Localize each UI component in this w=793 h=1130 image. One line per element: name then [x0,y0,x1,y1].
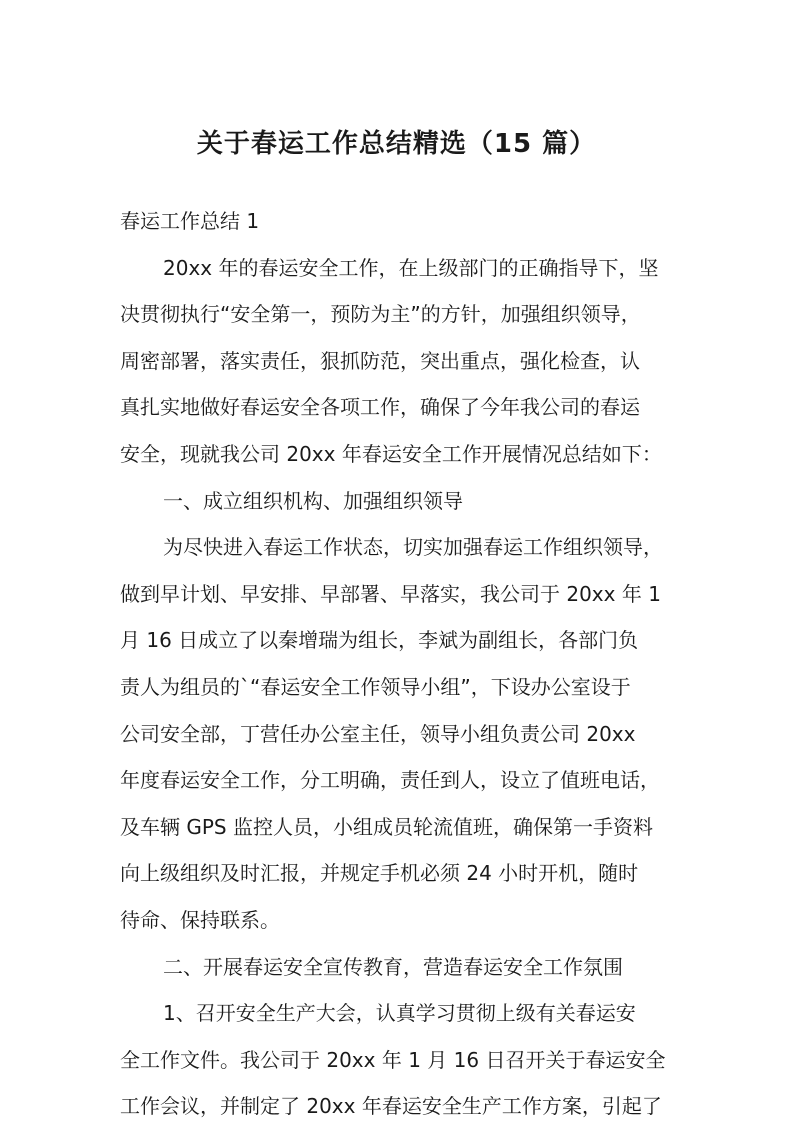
paragraph-line: 向上级组织及时汇报，并规定手机必须 24 小时开机，随时 [120,861,639,886]
paragraph-line: 年度春运安全工作，分工明确，责任到人，设立了值班电话， [120,768,660,793]
paragraph-line: 及车辆 GPS 监控人员，小组成员轮流值班，确保第一手资料 [120,814,653,839]
paragraph-line: 全工作文件。我公司于 20xx 年 1 月 16 日召开关于春运安全 [120,1047,666,1072]
paragraph-line: 决贯彻执行“安全第一，预防为主”的方针，加强组织领导， [120,302,641,327]
paragraph-line: 安全，现就我公司 20xx 年春运安全工作开展情况总结如下： [120,441,662,466]
paragraph-line: 做到早计划、早安排、早部署、早落实，我公司于 20xx 年 1 [120,581,661,606]
paragraph-line: 责人为组员的`“春运安全工作领导小组”，下设办公室设于 [120,674,631,699]
document-title: 关于春运工作总结精选（15 篇） [196,129,597,159]
document-body [120,198,680,1130]
paragraph-line: 公司安全部，丁营任办公室主任，领导小组负责公司 20xx [120,721,636,746]
paragraph-line: 月 16 日成立了以秦增瑞为组长，李斌为副组长，各部门负 [120,628,639,653]
subsection-heading: 二、开展春运安全宣传教育，营造春运安全工作氛围 [163,954,623,979]
paragraph-line: 工作会议，并制定了 20xx 年春运安全生产工作方案，引起了 [120,1094,662,1119]
paragraph-line: 20xx 年的春运安全工作，在上级部门的正确指导下，坚 [163,255,659,280]
section-heading: 春运工作总结 1 [120,209,260,233]
paragraph-line: 周密部署，落实责任，狠抓防范，突出重点，强化检查，认 [120,348,640,373]
paragraph-line: 为尽快进入春运工作状态，切实加强春运工作组织领导， [163,535,663,560]
paragraph-line: 待命、保持联系。 [120,907,280,932]
subsection-heading: 一、成立组织机构、加强组织领导 [163,488,463,513]
paragraph-line: 真扎实地做好春运安全各项工作，确保了今年我公司的春运 [120,395,640,420]
paragraph-line: 1、召开安全生产大会，认真学习贯彻上级有关春运安 [163,1001,636,1026]
